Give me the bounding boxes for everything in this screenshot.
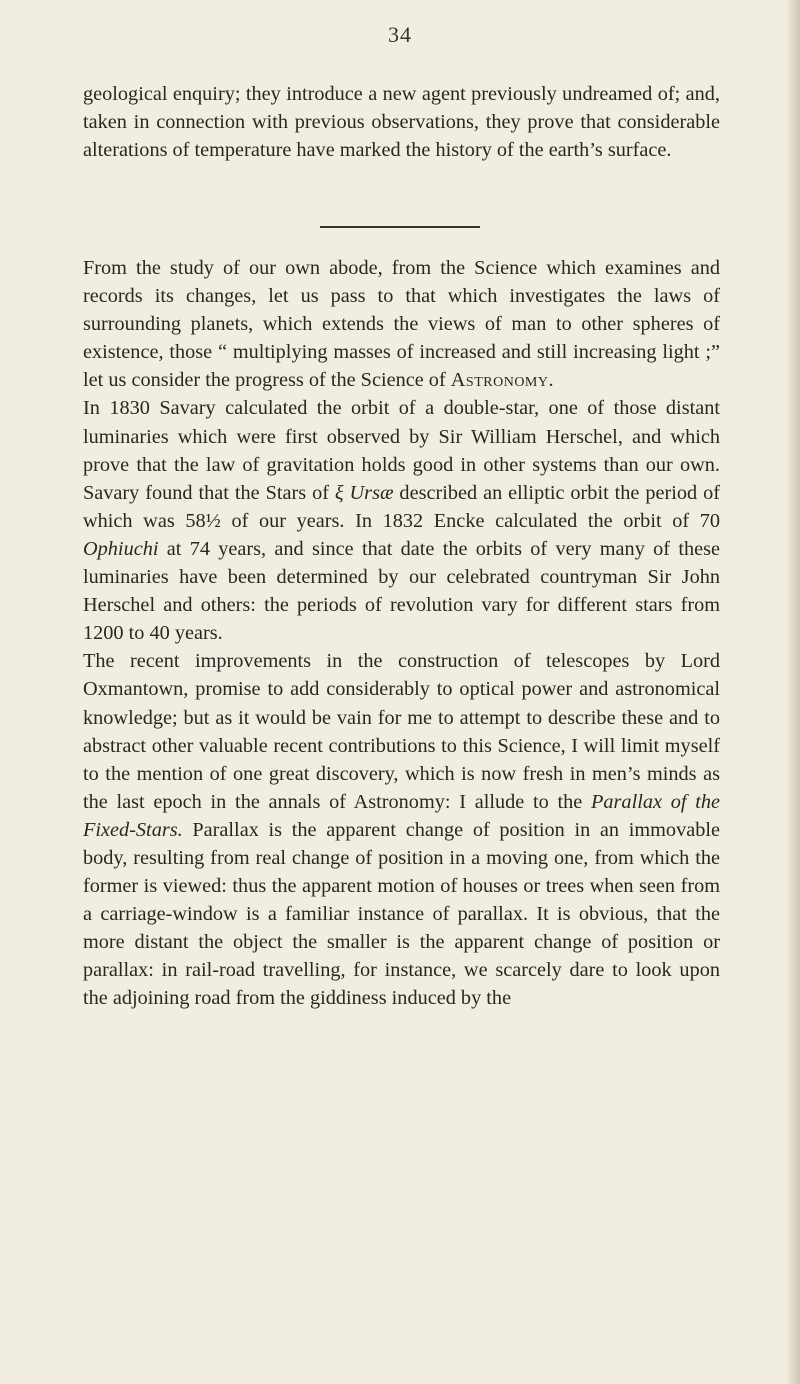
paragraph-text: From the study of our own abode, from the Science which examines and records its changes, let us pass to that which investigates the laws of surrounding planets, which extends the views of man to other spheres of existence, those “ multiplying masses of increased and still increasing light ;” let us consider the progress of the Science of [83, 257, 720, 392]
paragraph-text: The recent improvements in the construction of telescopes by Lord Oxmantown, promise to add considerably to optical power and astronomical knowledge; but as it would be vain for me to attempt to describe these and to abstract other valuable recent contributions to this Science, I will limit myself to the mention of one great discovery, which is now fresh in men’s minds as the last epoch in the annals of Astronomy: I allude to the [83, 650, 720, 813]
italic-star-name: ξ Ursæ [334, 481, 394, 504]
paragraph-astronomy-intro [83, 254, 720, 394]
paragraph-text: at 74 years, and since that date the orbits of very many of these luminaries have been determined by our celebrated countryman Sir John Herschel and others: the periods of revolution vary for different stars from 1200 to 40 years. [83, 537, 720, 645]
paragraph-text: In 1830 Savary calculated the orbit of a double-star, one of those distant luminaries which were first observed by Sir William Herschel, and which prove that the law of gravitation holds good in other systems than our own. Savary found that the Stars of [83, 397, 720, 504]
paragraph-continued: geological enquiry; they introduce a new agent previously undreamed of; and, taken in connection with previous observations, they prove that considerable alterations of temperature have marked the history of the earth’s surface. [83, 83, 720, 162]
page-edge-shadow [786, 0, 800, 1384]
italic-star-name: Ophiuchi [83, 537, 159, 560]
italic-term: Parallax of the Fixed-Stars. [83, 790, 720, 841]
paragraph-text: . [548, 369, 554, 392]
page-number: 34 [388, 22, 412, 47]
paragraph-text: described an elliptic orbit the period of which was 58½ of our years. In 1832 Encke calculated the orbit of 70 [83, 481, 721, 532]
text-block-top [83, 80, 720, 164]
paragraph-double-stars [83, 394, 720, 647]
section-divider [320, 226, 480, 228]
paragraph-text: Parallax is the apparent change of position in an immovable body, resulting from real change of position in a moving one, from which the former is viewed: thus the apparent motion of houses or trees when seen from a carriage-window is a familiar instance of parallax. It is obvious, that the more distant the object the smaller is the apparent change of position or parallax: in rail-road travelling, for instance, we scarcely dare to look upon the adjoining road from the giddiness induced by the [83, 818, 720, 1010]
text-block-main [83, 254, 720, 1013]
small-caps-term: Astronomy [450, 369, 549, 392]
paragraph-parallax [83, 647, 720, 1012]
